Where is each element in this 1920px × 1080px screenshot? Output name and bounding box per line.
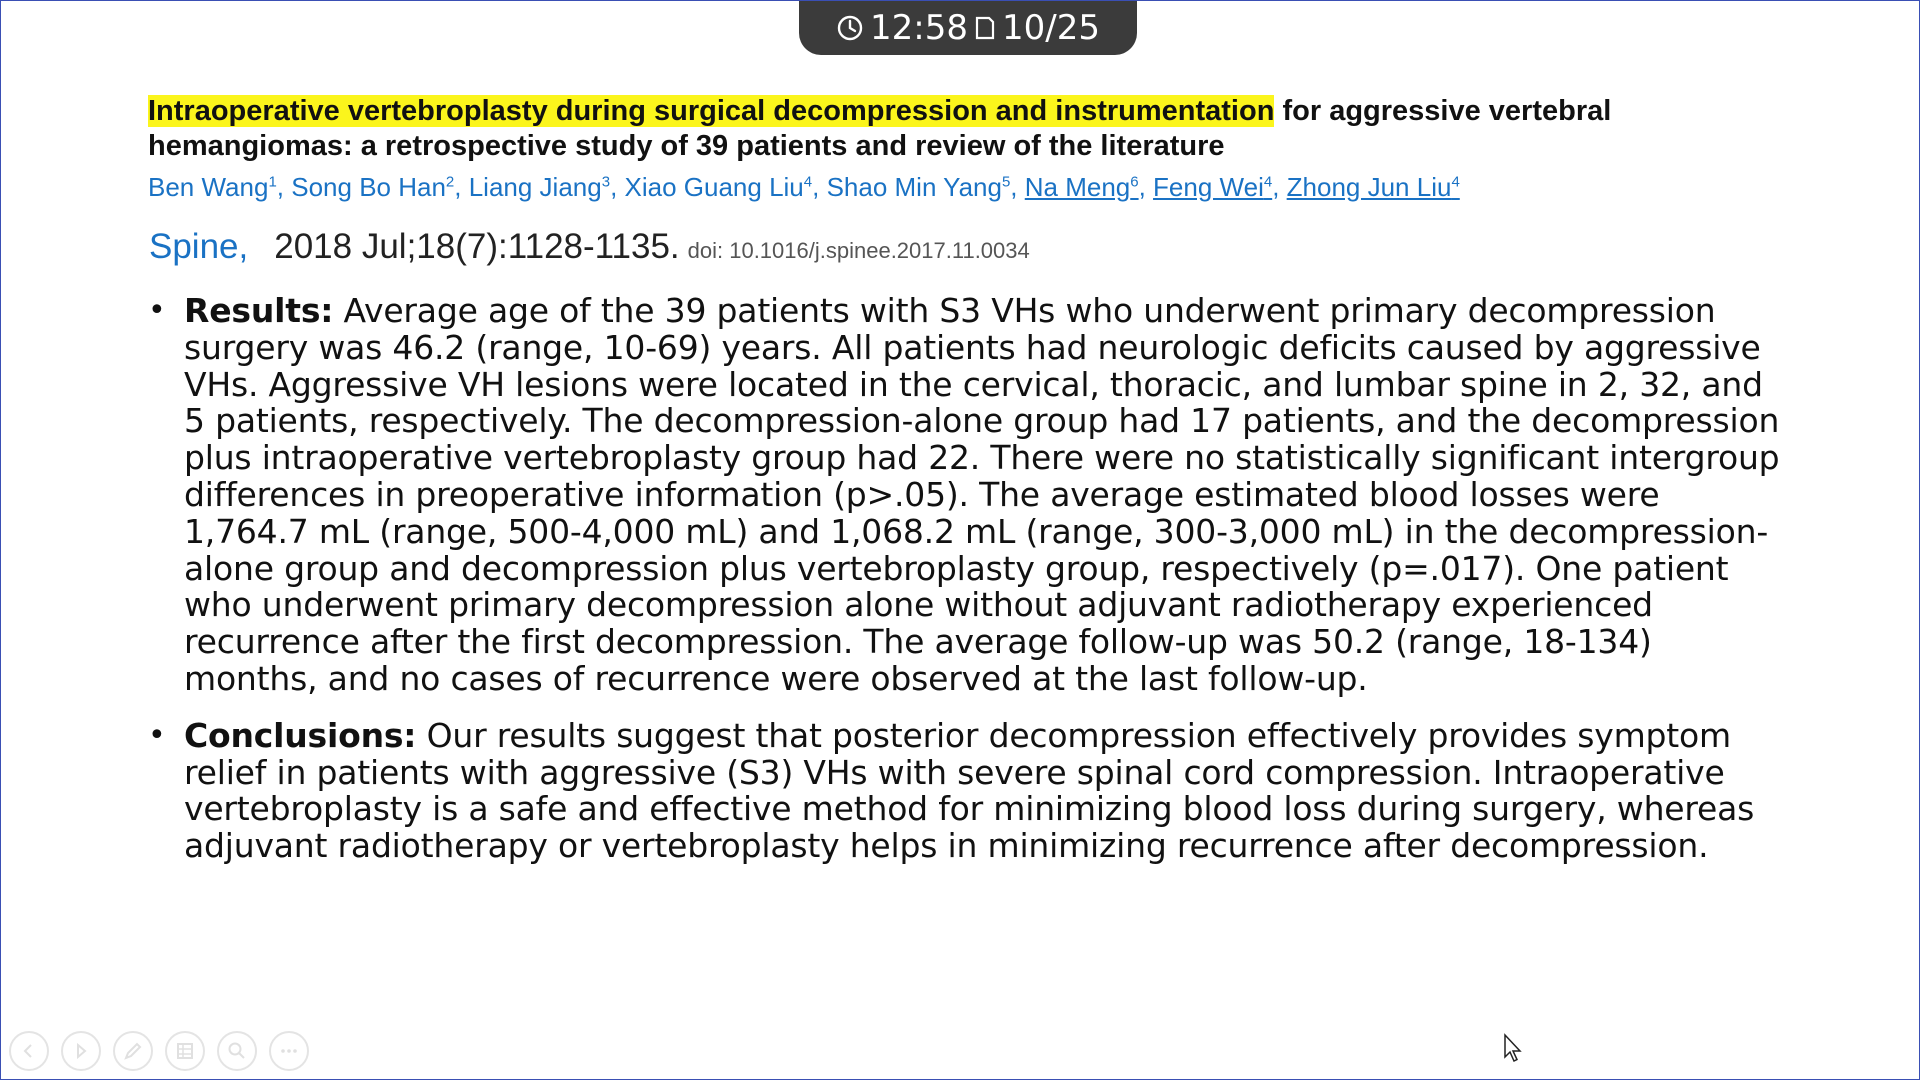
- next-icon: [72, 1042, 90, 1060]
- article-header: [148, 94, 1798, 204]
- slideshow-toolbar: [9, 1031, 309, 1071]
- author-link[interactable]: Liang Jiang$^3$: [468, 171, 611, 202]
- slide-counter: 10/25: [1002, 8, 1100, 48]
- author-link[interactable]: Na Meng$^6$: [1024, 171, 1139, 202]
- bullet-dot: •: [148, 717, 166, 753]
- elapsed-time: 12:58: [870, 8, 968, 48]
- zoom-icon: [227, 1041, 247, 1061]
- bullet-dot: •: [148, 293, 166, 328]
- previous-slide-button[interactable]: [9, 1031, 49, 1071]
- journal-name: Spine,: [149, 227, 249, 266]
- citation-line: [149, 227, 1030, 267]
- mouse-cursor-icon: [1503, 1033, 1525, 1068]
- prev-icon: [20, 1042, 38, 1060]
- presenter-timer-bar: [799, 1, 1137, 55]
- slide-icon: [974, 15, 996, 41]
- all-slides-button[interactable]: [165, 1031, 205, 1071]
- author-link[interactable]: Shao Min Yang$^5$: [826, 171, 1011, 202]
- conclusions-label: Conclusions:: [184, 715, 417, 755]
- article-title: [148, 94, 1798, 164]
- title-highlight: Intraoperative vertebroplasty during surgical decompression and instrumentation: [148, 95, 1275, 127]
- doi-text: doi: 10.1016/j.spinee.2017.11.0034: [687, 238, 1030, 263]
- more-options-button[interactable]: [269, 1031, 309, 1071]
- results-bullet: [148, 293, 1788, 698]
- title-rest: for aggressive vertebral hemangiomas: a retrospective study of 39 patients and review of the literature: [148, 95, 1612, 162]
- author-list: Ben Wang$^1$, Song Bo Han$^2$, Liang Jiang$^3$, Xiao Guang Liu$^4$, Shao Min Yang$^5$, Na Meng$^6$, Feng Wei$^4$, Zhong Jun Liu$^4$: [148, 171, 1460, 202]
- results-label: Results:: [184, 291, 334, 330]
- slides-icon: [175, 1041, 195, 1061]
- author-link[interactable]: Feng Wei$^4$: [1153, 171, 1273, 202]
- zoom-button[interactable]: [217, 1031, 257, 1071]
- pen-tool-button[interactable]: [113, 1031, 153, 1071]
- author-link[interactable]: Zhong Jun Liu$^4$: [1286, 171, 1460, 202]
- author-link[interactable]: Xiao Guang Liu$^4$: [624, 171, 813, 202]
- conclusions-bullet: [148, 715, 1788, 866]
- pen-icon: [123, 1041, 143, 1061]
- conclusions-text: Our results suggest that posterior decompression effectively provides symptom relief in patients with aggressive (S3) VHs with severe spinal cord compression. Intraoperative vertebroplasty is a safe and effective method for minimizing blood loss during surgery, whereas adjuvant radiotherapy or vertebroplasty helps in minimizing recurrence after decompression.: [184, 715, 1755, 866]
- author-link[interactable]: Song Bo Han$^2$: [291, 171, 455, 202]
- results-text: Average age of the 39 patients with S3 VHs who underwent primary decompression surgery was 46.2 (range, 10-69) years. All patients had neurologic deficits caused by aggressive VHs. Aggressive VH lesions were located in the cervical, thoracic, and lumbar spine in 2, 32, and 5 patients, respectively. The decompression-alone group had 17 patients, and the decompression plus intraoperative vertebroplasty group had 22. There were no statistically significant intergroup differences in preoperative information (p>.05). The average estimated blood losses were 1,764.7 mL (range, 500-4,000 mL) and 1,068.2 mL (range, 300-3,000 mL) in the decompression-alone group and decompression plus vertebroplasty group, respectively (p=.017). One patient who underwent primary decompression alone without adjuvant radiotherapy experienced recurrence after the first decompression. The average follow-up was 50.2 (range, 18-134) months, and no cases of recurrence were observed at the last follow-up.: [184, 291, 1780, 698]
- next-slide-button[interactable]: [61, 1031, 101, 1071]
- clock-icon: [836, 14, 864, 42]
- author-link[interactable]: Ben Wang$^1$: [148, 171, 277, 202]
- more-icon: [279, 1041, 299, 1061]
- abstract-bullets: [148, 293, 1788, 885]
- publication-date: 2018 Jul;18(7):1128-1135.: [274, 227, 680, 266]
